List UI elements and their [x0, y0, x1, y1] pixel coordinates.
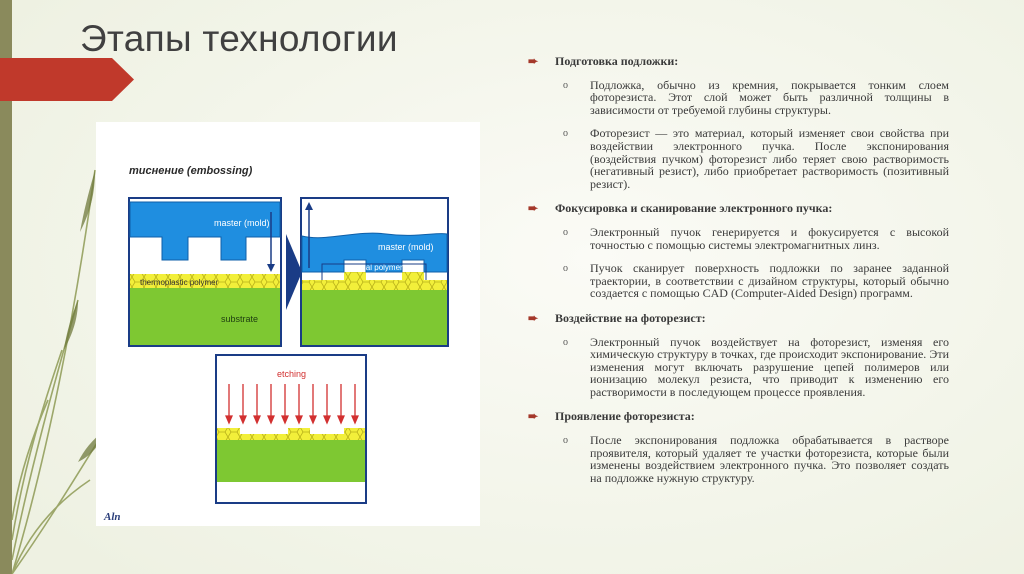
circle-bullet-icon: o [563, 128, 568, 140]
section-beam-focusing [528, 202, 949, 300]
label-etching: etching [277, 369, 307, 379]
embossing-diagram [96, 122, 480, 526]
slide-title: Этапы технологии [80, 18, 398, 59]
label-thermoplastic: thermoplastic polymer [140, 278, 219, 287]
arrow-bullet-icon: ➨ [528, 54, 539, 68]
section-heading: ➨ Подготовка подложки: [528, 54, 679, 68]
circle-bullet-icon: o [563, 336, 568, 348]
section-resist-development [528, 410, 949, 484]
list-item: o После экспонирования подложка обрабатывается в растворе проявителя, который удаляет те участки фоторезиста, которые были изменены воздействием электронного пучка. Это позволяет создать на подложке нужную структуру. [563, 433, 949, 485]
circle-bullet-icon: o [563, 79, 568, 91]
substrate-2 [302, 290, 447, 345]
master-mold-1 [130, 202, 280, 260]
section-heading: ➨ Фокусировка и сканирование электронного пучка: [528, 201, 833, 216]
polymer-layer-2 [302, 272, 447, 290]
embossing-caption: тиснение (embossing) [129, 165, 253, 177]
label-residual-polymer: residual polymer [344, 263, 403, 272]
circle-bullet-icon: o [563, 263, 568, 275]
content-text [528, 55, 949, 496]
title-accent-tab [0, 58, 134, 101]
transition-arrow [286, 234, 302, 310]
section-substrate-prep [528, 55, 949, 190]
circle-bullet-icon: o [563, 435, 568, 447]
list-item: o Подложка, обычно из кремния, покрывается тонким слоем фоторезиста. Этот слой может быть различной толщины в зависимости от требуемой глубины структуры. [563, 77, 949, 117]
circle-bullet-icon: o [563, 226, 568, 238]
list-item: o Электронный пучок воздействует на фоторезист, изменяя его химическую структуру в точках, где происходит экспонирование. Эти изменения могут включать разрушение цепей полимеров или ионизацию молекул резиста, что приводит к изменению его растворимости в последующем процессе проявления. [563, 334, 949, 399]
label-master-mold-1: master (mold) [214, 218, 270, 228]
section-heading: ➨ Проявление фоторезиста: [528, 409, 695, 424]
substrate-3 [217, 440, 365, 482]
arrow-bullet-icon: ➨ [528, 310, 539, 325]
list-item: o Электронный пучок генерируется и фокусируется с высокой точностью с помощью системы электромагнитных линз. [563, 224, 949, 252]
list-item: o Пучок сканирует поверхность подложки по заранее заданной траектории, в соответствии с дизайном структуры, который обычно создается с помощью CAD (Computer-Aided Design) программ. [563, 261, 949, 301]
section-heading: ➨ Воздействие на фоторезист: [528, 310, 706, 325]
arrow-bullet-icon: ➨ [528, 409, 539, 424]
arrow-bullet-icon: ➨ [528, 201, 539, 216]
logo-mark: Aln [104, 511, 121, 523]
polymer-layer-3 [217, 428, 365, 440]
section-resist-exposure [528, 312, 949, 399]
label-substrate: substrate [221, 314, 259, 324]
list-item: o Фоторезист — это материал, который изменяет свои свойства при воздействии электронного пучка. После экспонирования (воздействия пучком) фоторезист либо теряет свою растворимость (негативный резист), либо приобретает растворимость (позитивный резист). [563, 126, 949, 191]
label-master-mold-2: master (mold) [378, 242, 434, 252]
etching-arrows [226, 384, 358, 423]
